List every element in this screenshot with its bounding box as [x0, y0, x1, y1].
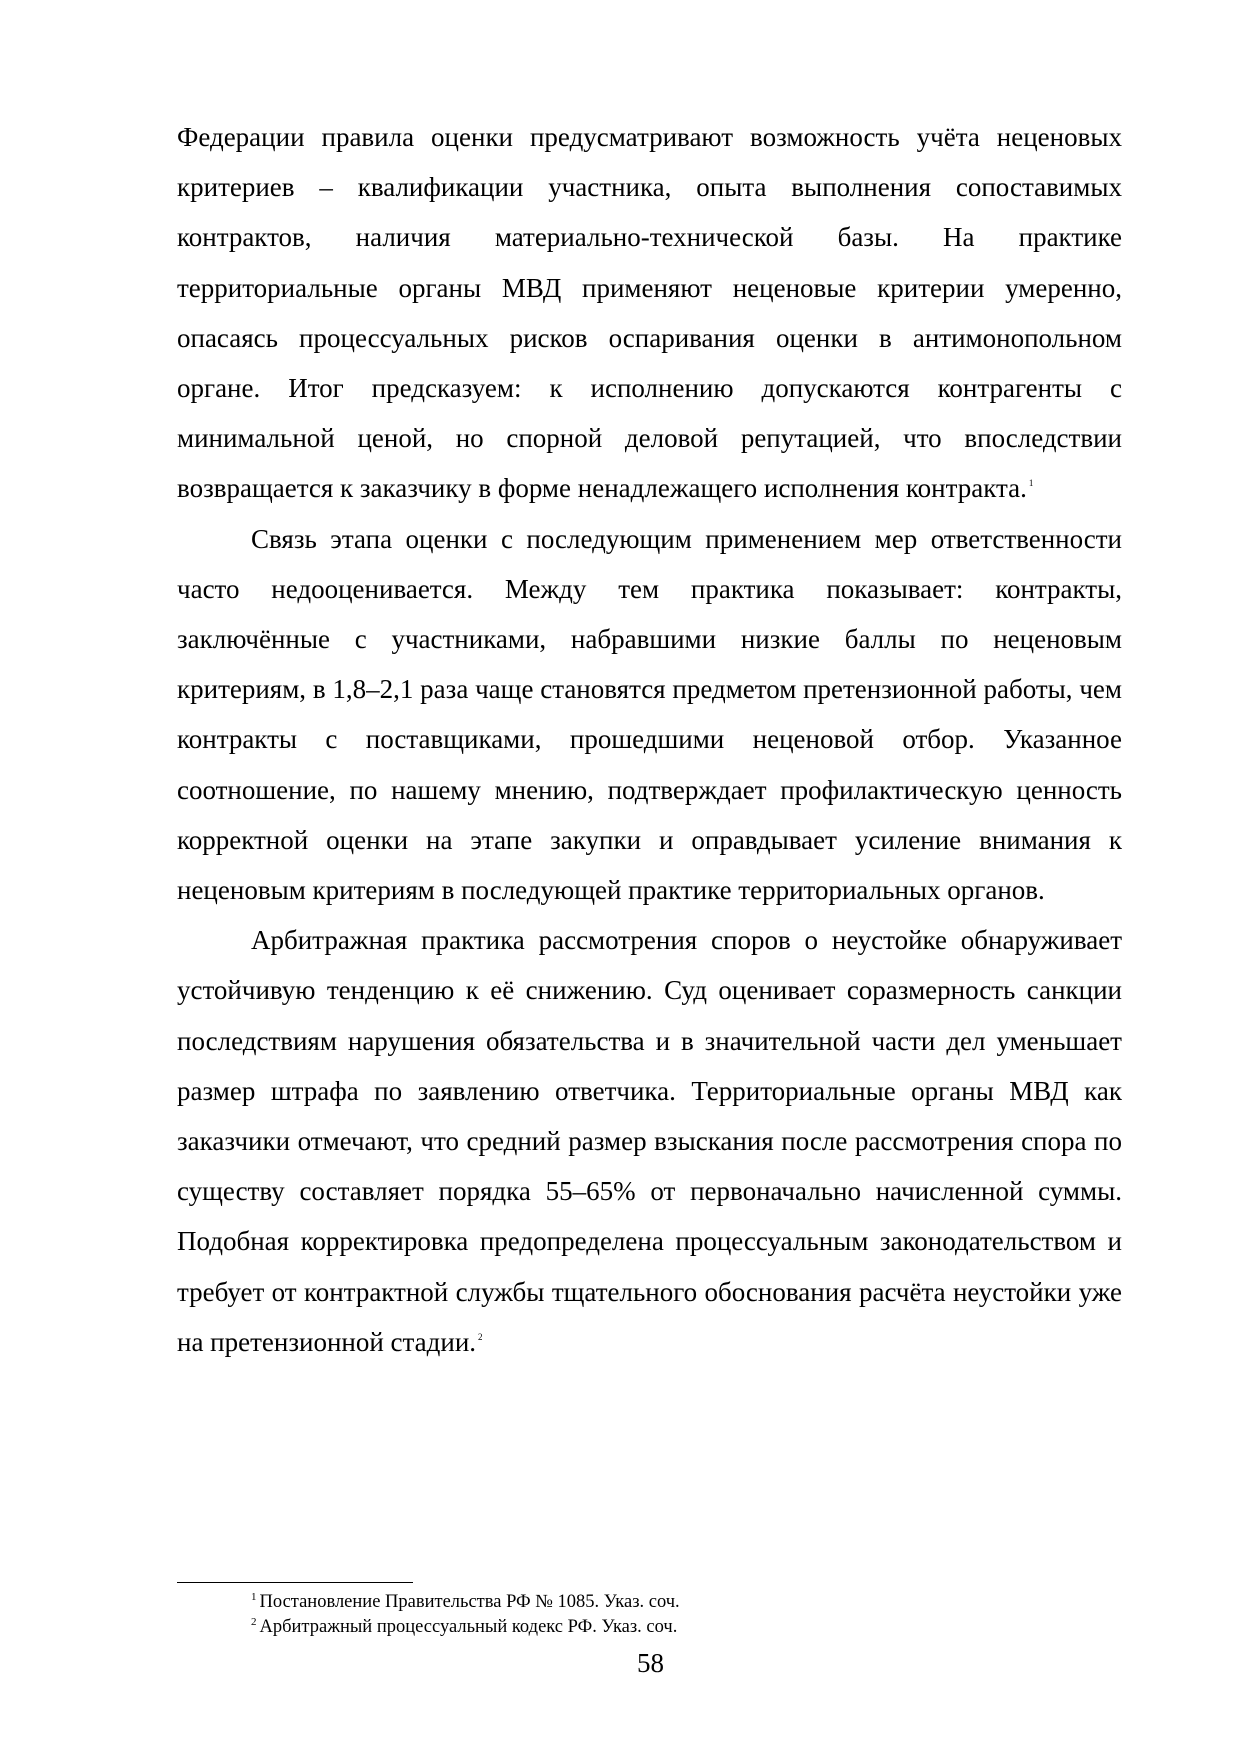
paragraph-3-text: Арбитражная практика рассмотрения споров о неустойке обнаруживает устойчивую тенденцию к её снижению. Суд оценивает соразмерность санкции последствиям нарушения обязательства и в значительной части дел уменьшает размер штрафа по заявлению ответчика. Территориальные органы МВД как заказчики отмечают, что средний размер взыскания после рассмотрения спора по существу составляет порядка 55–65% от первоначально начисленной суммы. Подобная корректировка предопределена процессуальным законодательством и требует от контрактной службы тщательного обоснования расчёта неустойки уже на претензионной стадии.: [177, 925, 1122, 1357]
paragraph-2: [177, 514, 1122, 916]
paragraph-2-text: Связь этапа оценки с последующим применением мер ответственности часто недооценивается. Между тем практика показывает: контракты, заключённые с участниками, набравшими низкие баллы по неценовым критериям, в 1,8–2,1 раза чаще становятся предметом претензионной работы, чем контракты с поставщиками, прошедшими неценовой отбор. Указанное соотношение, по нашему мнению, подтверждает профилактическую ценность корректной оценки на этапе закупки и оправдывает усиление внимания к неценовым критериям в последующей практике территориальных органов.: [177, 523, 1122, 906]
footnote-1-number: 1: [251, 1591, 257, 1603]
footnotes: [251, 1590, 1111, 1640]
footnote-separator: [177, 1582, 413, 1583]
footnote-ref-2[interactable]: 2: [478, 1331, 483, 1342]
paragraph-3: [177, 915, 1122, 1367]
body-text: [177, 112, 1122, 1367]
footnote-1-text: Постановление Правительства РФ № 1085. Указ. соч.: [259, 1592, 680, 1612]
footnote-2: [251, 1615, 1111, 1640]
paragraph-1: [177, 112, 1122, 514]
footnote-2-number: 2: [251, 1616, 257, 1628]
footnote-ref-1[interactable]: 1: [1028, 478, 1034, 489]
footnote-2-text: Арбитражный процессуальный кодекс РФ. Указ. соч.: [259, 1617, 678, 1637]
footnote-1: [251, 1590, 1111, 1615]
paragraph-1-text: Федерации правила оценки предусматривают возможность учёта неценовых критериев – квалификации участника, опыта выполнения сопоставимых контрактов, наличия материально-технической базы. На практике территориальные органы МВД применяют неценовые критерии умеренно, опасаясь процессуальных рисков оспаривания оценки в антимонопольном органе. Итог предсказуем: к исполнению допускаются контрагенты с минимальной ценой, но спорной деловой репутацией, что впоследствии возвращается к заказчику в форме ненадлежащего исполнения контракта.: [177, 122, 1122, 504]
page-number: 58: [637, 1648, 664, 1678]
